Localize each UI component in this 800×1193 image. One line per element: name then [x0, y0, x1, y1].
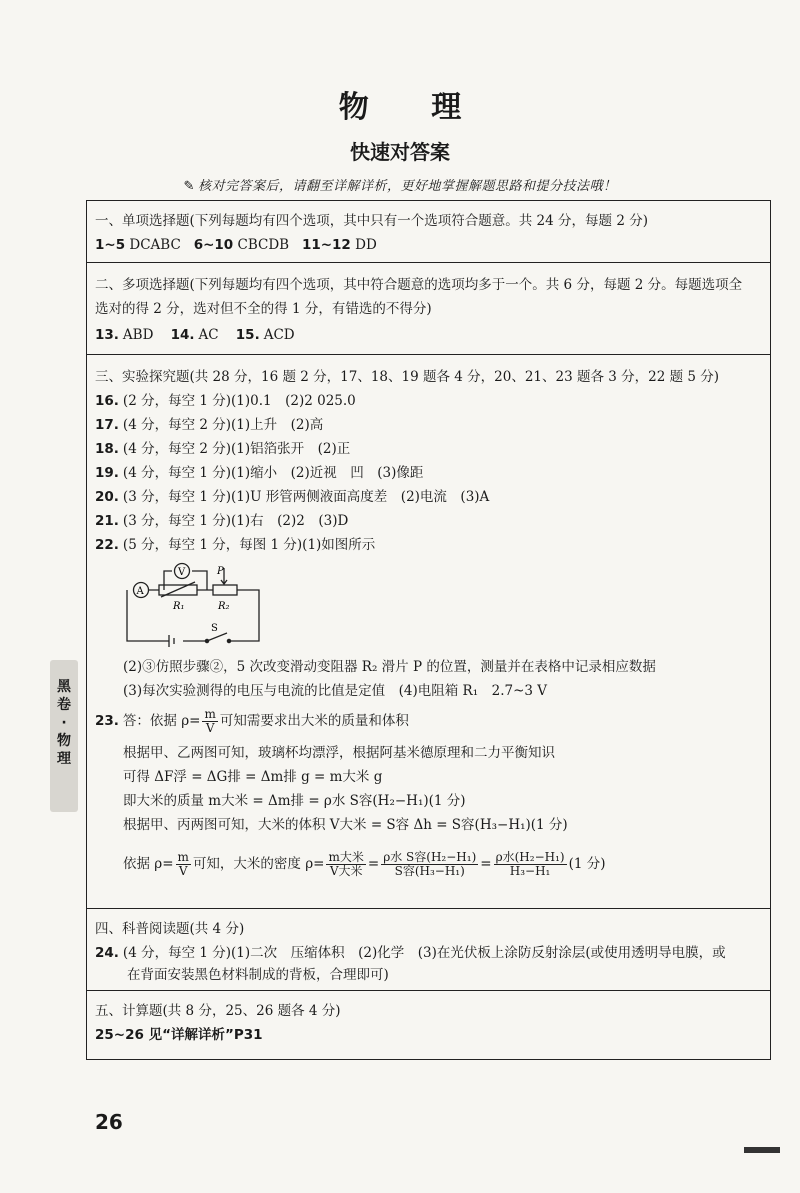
question-number: 14. — [170, 327, 195, 343]
switch-blade-icon — [207, 633, 227, 641]
answer-box — [86, 200, 771, 1060]
question-number: 13. — [95, 327, 119, 343]
section-multi-choice — [87, 263, 770, 355]
answer-value: ACD — [263, 327, 295, 343]
tip-line — [0, 175, 800, 194]
fraction-denominator: H₃−H₁ — [509, 864, 551, 878]
answer-value: DD — [355, 237, 377, 253]
r1-label: R₁ — [173, 601, 185, 612]
side-tab-label: 黑卷·物理 — [57, 679, 71, 767]
fraction-numerator: ρ水 S容(H₂−H₁) — [383, 850, 477, 864]
answer-value: ABD — [122, 327, 154, 343]
pen-icon: ✎ — [183, 179, 195, 194]
question-number: 21. — [95, 513, 119, 529]
q23-text: 可知，大米的密度 ρ= — [192, 856, 325, 872]
question-number: 16. — [95, 393, 119, 409]
question-number: 18. — [95, 441, 119, 457]
answer-range: 1~5 — [95, 237, 126, 253]
question-number: 22. — [95, 537, 119, 553]
section-heading-row — [95, 211, 762, 231]
section-calculation — [87, 991, 770, 1059]
q21-row — [95, 511, 762, 531]
question-number: 15. — [235, 327, 260, 343]
q17-row — [95, 415, 762, 435]
q20-row — [95, 487, 762, 507]
answer-value: CBCDB — [237, 237, 290, 253]
switch-contact-icon — [205, 639, 208, 642]
section-heading: 二、多项选择题 — [95, 277, 190, 293]
question-number: 23. — [95, 713, 119, 729]
answer-text: (2 分，每空 1 分)(1)0.1 (2)2 025.0 — [122, 393, 356, 409]
switch-contact-icon — [227, 639, 230, 642]
q22-part3: (3)每次实验测得的电压与电流的比值是定值 (4)电阻箱 R₁ 2.7~3 V — [123, 683, 548, 699]
q23-text: 依据 ρ= — [123, 856, 174, 872]
fraction-denominator: V大米 — [329, 864, 363, 878]
fraction-numerator: m大米 — [328, 850, 364, 864]
fraction — [494, 851, 567, 878]
section-desc: (共 28 分，16 题 2 分，17、18、19 题各 4 分，20、21、23 题各 3 分，22 题 5 分) — [189, 369, 720, 385]
q23-line4: 即大米的质量 m大米 = Δm排 = ρ水 S容(H₂−H₁)(1 分) — [123, 793, 466, 809]
section-heading: 四、科普阅读题 — [95, 921, 190, 937]
section-heading: 三、实验探究题 — [95, 369, 190, 385]
switch-label: S — [211, 623, 218, 634]
question-number: 24. — [95, 945, 119, 961]
q24-line2: 在背面安装黑色材料制成的背板，合理即可) — [127, 967, 389, 983]
q16-row — [95, 391, 762, 411]
answer-row — [95, 325, 762, 345]
q23-line3: 可得 ΔF浮 = ΔG排 = Δm排 g = m大米 g — [123, 769, 383, 785]
q22-row — [95, 535, 762, 555]
q22-part2: (2)③仿照步骤②，5 次改变滑动变阻器 R₂ 滑片 P 的位置，测量并在表格中记录相应数据 — [123, 659, 656, 675]
answer-value: DCABC — [129, 237, 181, 253]
q19-row — [95, 463, 762, 483]
q23-text: 答：依据 ρ= — [122, 713, 201, 729]
answer-text: (5 分，每空 1 分，每图 1 分)(1)如图所示 — [122, 537, 376, 553]
section-desc-2: 选对的得 2 分，选对但不全的得 1 分，有错选的不得分) — [95, 301, 432, 317]
fraction — [176, 851, 191, 878]
circuit-wire — [229, 590, 259, 641]
answer-text: (4 分，每空 1 分)(1)缩小 (2)近视 凹 (3)像距 — [122, 465, 424, 481]
r2-label: R₂ — [218, 601, 230, 612]
corner-mark — [744, 1147, 780, 1153]
fraction — [381, 851, 478, 878]
page-title: 物 理 — [338, 90, 488, 125]
fraction-denominator: S容(H₃−H₁) — [394, 864, 465, 878]
answer-text: (4 分，每空 1 分)(1)二次 压缩体积 (2)化学 (3)在光伏板上涂防反射涂层(或使用透明导电膜，或 — [122, 945, 726, 961]
answer-range: 11~12 — [301, 237, 351, 253]
q24-row — [95, 943, 762, 963]
ammeter-label: A — [136, 586, 144, 597]
question-number: 19. — [95, 465, 119, 481]
q23-text: (1 分) — [568, 856, 606, 872]
fraction-denominator: V — [178, 864, 188, 878]
page-number: 26 — [95, 1110, 123, 1134]
side-tab — [50, 660, 78, 812]
section-heading-row — [95, 1001, 762, 1021]
calc-answer: 25~26 见“详解详析”P31 — [95, 1027, 263, 1043]
fraction — [326, 851, 365, 878]
circuit-diagram — [119, 559, 269, 651]
section-desc: (下列每题均有四个选项，其中只有一个选项符合题意。共 24 分，每题 2 分) — [189, 213, 648, 229]
answer-range: 6~10 — [193, 237, 234, 253]
slider-label: P — [217, 566, 224, 577]
section-desc: (共 4 分) — [189, 921, 245, 937]
q23-line2: 根据甲、乙两图可知，玻璃杯均漂浮，根据阿基米德原理和二力平衡知识 — [123, 745, 555, 761]
q23-line6: 依据 ρ= $\frac{m}{V}$ 可知，大米的密度 ρ= $\frac{\text{m大米}}{\text{V大米}}$ = $\frac{\text{ρ水 S容(H₂−H₁)}}{\text{S容(H₃−H₁)}}$ = $\frac{\text{ρ水(H₂−H₁)}}{\text{H₃−H₁}}$ (1 分) — [123, 850, 606, 878]
section-heading-row — [95, 919, 762, 939]
section-single-choice — [87, 201, 770, 263]
fraction — [202, 708, 217, 735]
q23-line5: 根据甲、丙两图可知，大米的体积 V大米 = S容 Δh = S容(H₃−H₁)(1 分) — [123, 817, 568, 833]
section-desc: (下列每题均有四个选项，其中符合题意的选项均多于一个。共 6 分，每题 2 分。每题选项全 — [189, 277, 743, 293]
section-heading: 一、单项选择题 — [95, 213, 190, 229]
voltmeter-label: V — [178, 567, 186, 578]
question-number: 20. — [95, 489, 119, 505]
answer-value: AC — [198, 327, 219, 343]
answer-text: (4 分，每空 2 分)(1)铝箔张开 (2)正 — [122, 441, 351, 457]
tip-text: 核对完答案后，请翻至详解详析，更好地掌握解题思路和提分技法哦！ — [197, 179, 617, 194]
battery-icon — [169, 635, 174, 647]
q23-text: 可知需要求出大米的质量和体积 — [219, 713, 409, 729]
section-heading: 五、计算题 — [95, 1003, 163, 1019]
section-experiment — [87, 355, 770, 909]
answer-text: (3 分，每空 1 分)(1)U 形管两侧液面高度差 (2)电流 (3)A — [122, 489, 490, 505]
resistor-r2-icon — [213, 585, 237, 595]
answer-row — [95, 235, 762, 255]
section-heading-row — [95, 275, 762, 295]
q18-row — [95, 439, 762, 459]
section-reading — [87, 909, 770, 991]
section-heading-row — [95, 367, 762, 387]
fraction-numerator: ρ水(H₂−H₁) — [495, 850, 565, 864]
fraction-denominator: V — [205, 721, 215, 735]
answer-text: (3 分，每空 1 分)(1)右 (2)2 (3)D — [122, 513, 349, 529]
section-desc: (共 8 分，25、26 题各 4 分) — [162, 1003, 341, 1019]
circuit-wire — [127, 590, 169, 641]
question-number: 17. — [95, 417, 119, 433]
page-subtitle: 快速对答案 — [350, 140, 450, 164]
answer-text: (4 分，每空 2 分)(1)上升 (2)高 — [122, 417, 324, 433]
fraction-numerator: m — [204, 707, 216, 721]
fraction-numerator: m — [177, 850, 189, 864]
circuit-wire — [164, 571, 207, 590]
q23-intro — [95, 707, 762, 735]
